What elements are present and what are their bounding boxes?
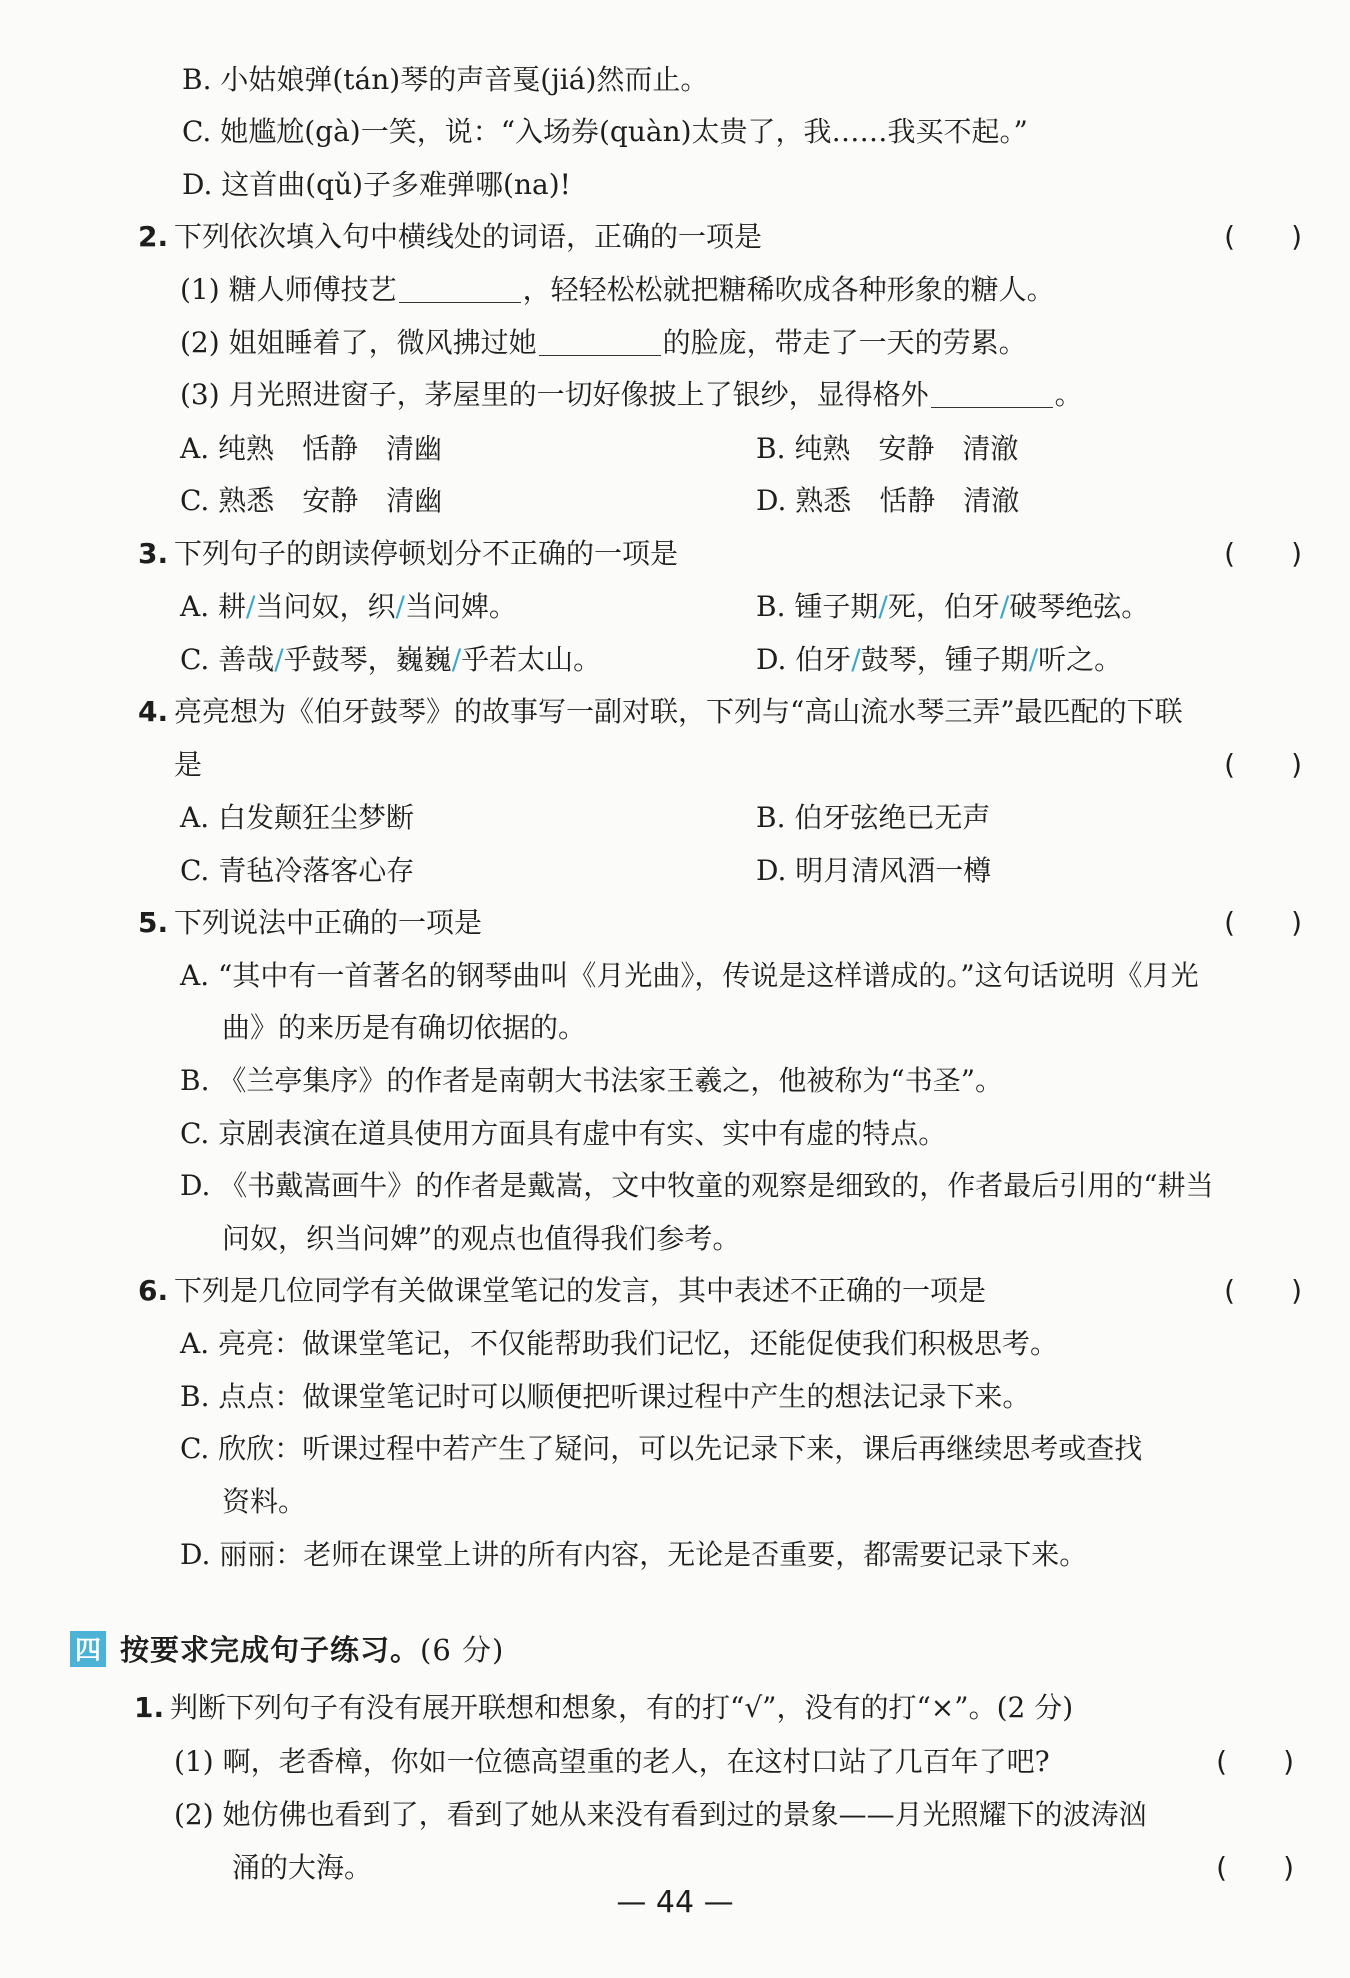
q4-stem-cont: 是 [174,748,203,781]
s4-q1-item-2-paren[interactable]: ( ) [1216,1851,1294,1884]
q2-blank-3[interactable] [931,381,1053,408]
q2-option-c: C. 熟悉 安静 清幽 [180,484,443,517]
q1-option-c: C. 她尴尬(gà)一笑，说：“入场券(quàn)太贵了，我……我买不起。” [182,115,1028,148]
q3-option-c: C. 善哉/乎鼓琴，巍巍/乎若太山。 [180,643,602,676]
q5-option-c: C. 京剧表演在道具使用方面具有虚中有实、实中有虚的特点。 [180,1117,947,1150]
q5-answer-paren[interactable]: ( ) [1224,906,1302,939]
q3-option-b: B. 锺子期/死，伯牙/破琴绝弦。 [756,590,1150,623]
q6-option-c: C. 欣欣：听课过程中若产生了疑问，可以先记录下来，课后再继续思考或查找 [180,1432,1143,1465]
section-number-badge: 四 [70,1631,106,1667]
q4-option-c: C. 青毡冷落客心存 [180,854,415,887]
s4-q1-item-1: (1) 啊，老香樟，你如一位德高望重的老人，在这村口站了几百年了吧? [174,1745,1050,1778]
q6-option-d: D. 丽丽：老师在课堂上讲的所有内容，无论是否重要，都需要记录下来。 [180,1538,1088,1571]
q5-option-a-cont: 曲》的来历是有确切依据的。 [222,1011,587,1044]
q2-option-a: A. 纯熟 恬静 清幽 [180,432,443,465]
q2-blank-2[interactable] [539,329,661,356]
q5-option-d: D. 《书戴嵩画牛》的作者是戴嵩，文中牧童的观察是细致的，作者最后引用的“耕当 [180,1169,1214,1202]
q3-option-d: D. 伯牙/鼓琴，锺子期/听之。 [756,643,1123,676]
q4-answer-paren[interactable]: ( ) [1224,748,1302,781]
q4-stem: 4. 亮亮想为《伯牙鼓琴》的故事写一副对联，下列与“高山流水琴三弄”最匹配的下联 [138,695,1183,728]
q4-option-d: D. 明月清风酒一樽 [756,854,992,887]
q3-stem: 3. 下列句子的朗读停顿划分不正确的一项是 [138,537,679,570]
s4-q1-stem: 1. 判断下列句子有没有展开联想和想象，有的打“√”，没有的打“×”。(2 分) [134,1691,1074,1724]
q3-option-a: A. 耕/当问奴，织/当问婢。 [180,590,517,623]
q4-option-a: A. 白发颠狂尘梦断 [180,801,415,834]
q6-answer-paren[interactable]: ( ) [1224,1274,1302,1307]
q6-option-b: B. 点点：做课堂笔记时可以顺便把听课过程中产生的想法记录下来。 [180,1380,1031,1413]
q2-stem: 2. 下列依次填入句中横线处的词语，正确的一项是 [138,220,763,253]
q5-option-a: A. “其中有一首著名的钢琴曲叫《月光曲》，传说是这样谱成的。”这句话说明《月光 [180,959,1199,992]
q2-option-b: B. 纯熟 安静 清澈 [756,432,1019,465]
q2-sentence-2: (2) 姐姐睡着了，微风拂过她 的脸庞，带走了一天的劳累。 [180,326,1027,359]
q5-option-b: B. 《兰亭集序》的作者是南朝大书法家王羲之，他被称为“书圣”。 [180,1064,1004,1097]
q2-option-d: D. 熟悉 恬静 清澈 [756,484,1020,517]
q2-sentence-1: (1) 糖人师傅技艺 ，轻轻松松就把糖稀吹成各种形象的糖人。 [180,273,1055,306]
q2-blank-1[interactable] [399,276,521,303]
s4-q1-item-2: (2) 她仿佛也看到了，看到了她从来没有看到过的景象——月光照耀下的波涛汹 [174,1798,1147,1831]
section-title: 按要求完成句子练习。(6 分) [120,1633,505,1667]
q5-stem: 5. 下列说法中正确的一项是 [138,906,483,939]
q4-option-b: B. 伯牙弦绝已无声 [756,801,991,834]
q1-option-d: D. 这首曲(qǔ)子多难弹哪(na)! [182,168,571,201]
q2-sentence-3: (3) 月光照进窗子，茅屋里的一切好像披上了银纱，显得格外 。 [180,378,1083,411]
q6-option-c-cont: 资料。 [222,1485,307,1518]
q6-stem: 6. 下列是几位同学有关做课堂笔记的发言，其中表述不正确的一项是 [138,1274,987,1307]
q6-option-a: A. 亮亮：做课堂笔记，不仅能帮助我们记忆，还能促使我们积极思考。 [180,1327,1059,1360]
section-4-header [70,1628,504,1669]
q2-answer-paren[interactable]: ( ) [1224,220,1302,253]
s4-q1-item-1-paren[interactable]: ( ) [1216,1745,1294,1778]
q1-option-b: B. 小姑娘弹(tán)琴的声音戛(jiá)然而止。 [182,63,709,96]
page-number: — 44 — [616,1885,734,1920]
s4-q1-item-2-cont: 涌的大海。 [232,1851,373,1884]
q3-answer-paren[interactable]: ( ) [1224,537,1302,570]
q5-option-d-cont: 问奴，织当问婢”的观点也值得我们参考。 [222,1222,741,1255]
